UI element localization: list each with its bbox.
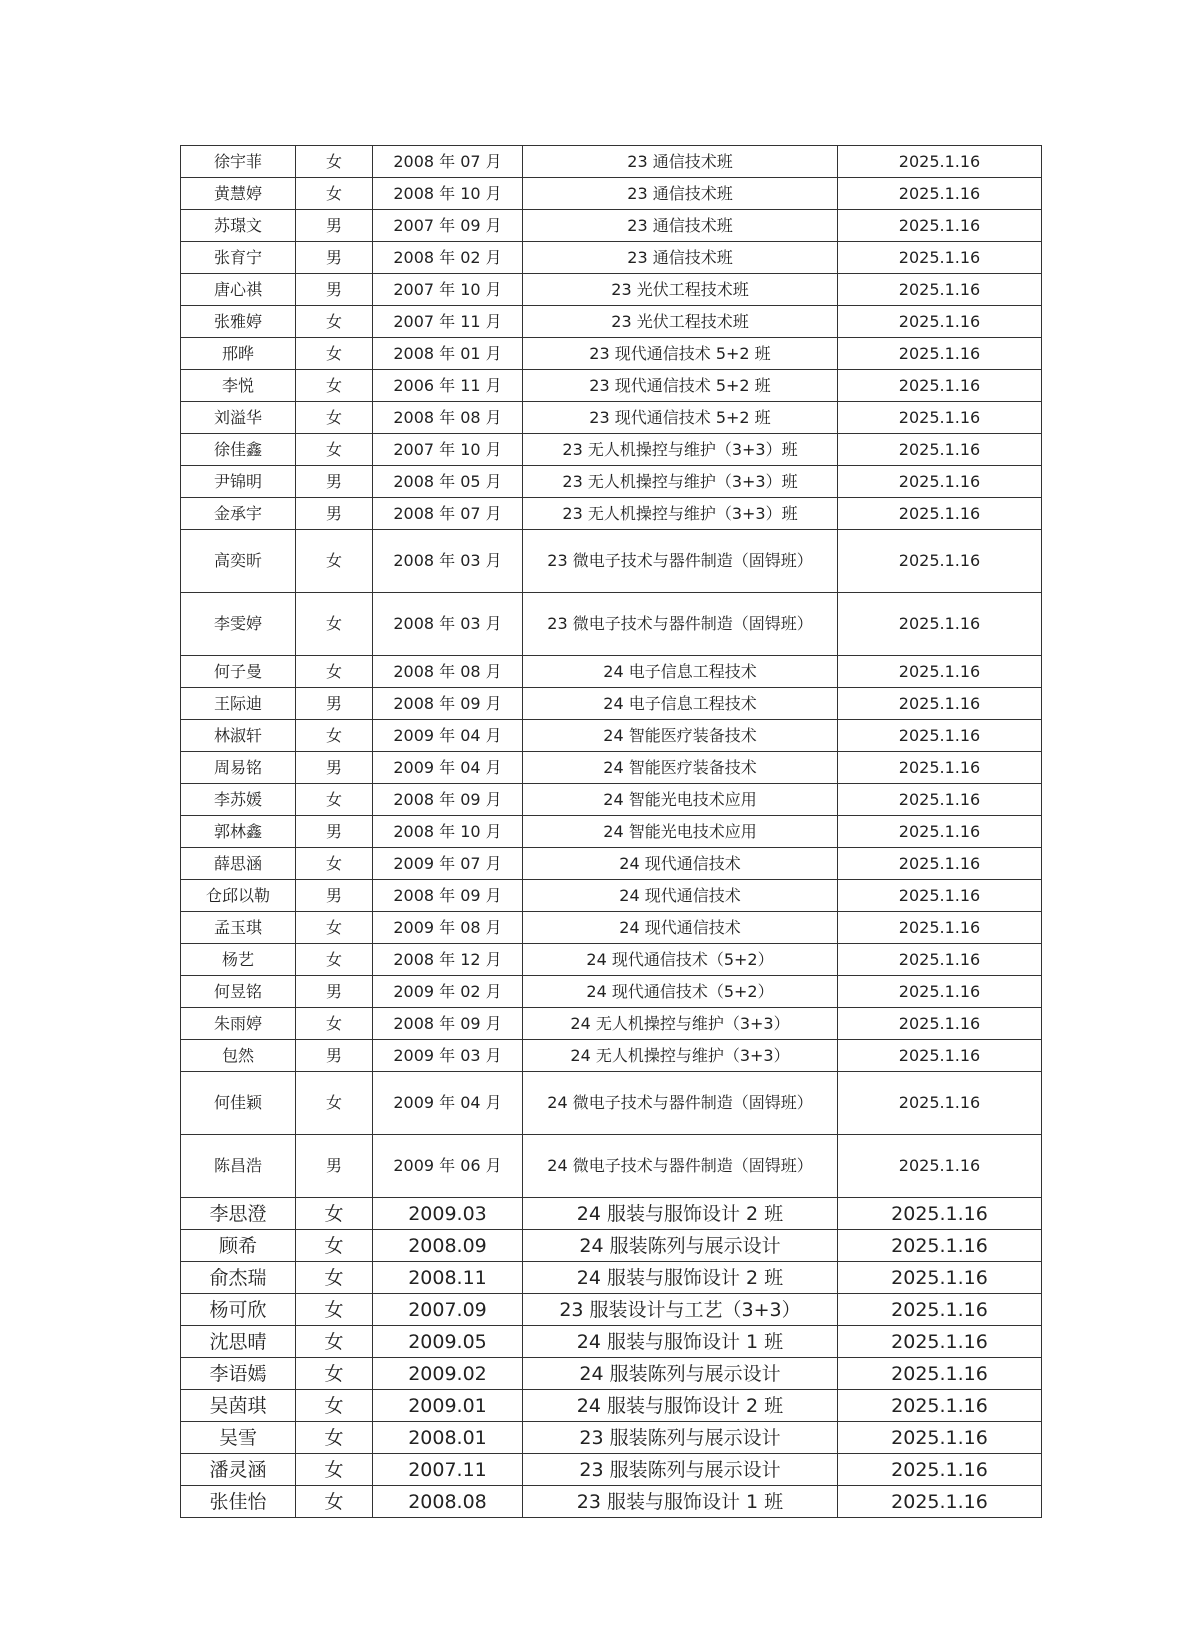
date-cell: 2025.1.16 <box>838 1294 1042 1326</box>
student-name-cell: 杨艺 <box>181 944 296 976</box>
class-cell: 24 服装陈列与展示设计 <box>523 1358 838 1390</box>
date-cell: 2025.1.16 <box>838 1454 1042 1486</box>
gender-cell: 男 <box>296 880 373 912</box>
date-cell: 2025.1.16 <box>838 720 1042 752</box>
class-cell: 24 电子信息工程技术 <box>523 688 838 720</box>
date-cell: 2025.1.16 <box>838 1262 1042 1294</box>
class-cell: 23 现代通信技术 5+2 班 <box>523 370 838 402</box>
gender-cell: 男 <box>296 466 373 498</box>
student-name-cell: 张佳怡 <box>181 1486 296 1518</box>
date-cell: 2025.1.16 <box>838 688 1042 720</box>
class-cell: 23 服装陈列与展示设计 <box>523 1422 838 1454</box>
gender-cell: 女 <box>296 656 373 688</box>
date-cell: 2025.1.16 <box>838 1390 1042 1422</box>
gender-cell: 女 <box>296 1294 373 1326</box>
table-row <box>181 1358 1042 1390</box>
date-cell: 2025.1.16 <box>838 498 1042 530</box>
date-cell: 2025.1.16 <box>838 242 1042 274</box>
class-cell: 24 智能光电技术应用 <box>523 784 838 816</box>
gender-cell: 女 <box>296 402 373 434</box>
gender-cell: 男 <box>296 274 373 306</box>
table-row <box>181 1262 1042 1294</box>
table-row <box>181 274 1042 306</box>
birth-date-cell: 2009 年 02 月 <box>373 976 523 1008</box>
date-cell: 2025.1.16 <box>838 1358 1042 1390</box>
date-cell: 2025.1.16 <box>838 274 1042 306</box>
birth-date-cell: 2009 年 07 月 <box>373 848 523 880</box>
student-name-cell: 郭林鑫 <box>181 816 296 848</box>
birth-date-cell: 2009.03 <box>373 1198 523 1230</box>
date-cell: 2025.1.16 <box>838 1072 1042 1135</box>
date-cell: 2025.1.16 <box>838 1135 1042 1198</box>
birth-date-cell: 2008 年 07 月 <box>373 146 523 178</box>
table-row <box>181 1294 1042 1326</box>
birth-date-cell: 2008 年 07 月 <box>373 498 523 530</box>
table-row <box>181 944 1042 976</box>
date-cell: 2025.1.16 <box>838 210 1042 242</box>
class-cell: 23 无人机操控与维护（3+3）班 <box>523 434 838 466</box>
class-cell: 23 服装设计与工艺（3+3） <box>523 1294 838 1326</box>
birth-date-cell: 2009 年 04 月 <box>373 720 523 752</box>
class-cell: 24 现代通信技术 <box>523 912 838 944</box>
table-row <box>181 466 1042 498</box>
date-cell: 2025.1.16 <box>838 146 1042 178</box>
gender-cell: 女 <box>296 1008 373 1040</box>
birth-date-cell: 2009 年 08 月 <box>373 912 523 944</box>
date-cell: 2025.1.16 <box>838 848 1042 880</box>
class-cell: 23 微电子技术与器件制造（固锝班） <box>523 530 838 593</box>
student-name-cell: 周易铭 <box>181 752 296 784</box>
birth-date-cell: 2008 年 03 月 <box>373 593 523 656</box>
birth-date-cell: 2008 年 08 月 <box>373 656 523 688</box>
table-row <box>181 1422 1042 1454</box>
gender-cell: 女 <box>296 1072 373 1135</box>
birth-date-cell: 2009.02 <box>373 1358 523 1390</box>
date-cell: 2025.1.16 <box>838 434 1042 466</box>
birth-date-cell: 2009.05 <box>373 1326 523 1358</box>
birth-date-cell: 2008 年 08 月 <box>373 402 523 434</box>
class-cell: 24 电子信息工程技术 <box>523 656 838 688</box>
student-name-cell: 沈思晴 <box>181 1326 296 1358</box>
student-name-cell: 刘溢华 <box>181 402 296 434</box>
birth-date-cell: 2008.01 <box>373 1422 523 1454</box>
birth-date-cell: 2008 年 10 月 <box>373 816 523 848</box>
class-cell: 24 服装陈列与展示设计 <box>523 1230 838 1262</box>
class-cell: 23 现代通信技术 5+2 班 <box>523 402 838 434</box>
class-cell: 23 通信技术班 <box>523 242 838 274</box>
table-row <box>181 146 1042 178</box>
birth-date-cell: 2008 年 09 月 <box>373 880 523 912</box>
birth-date-cell: 2007 年 09 月 <box>373 210 523 242</box>
student-name-cell: 吴茵琪 <box>181 1390 296 1422</box>
table-row <box>181 498 1042 530</box>
class-cell: 23 通信技术班 <box>523 146 838 178</box>
table-row <box>181 816 1042 848</box>
gender-cell: 女 <box>296 848 373 880</box>
date-cell: 2025.1.16 <box>838 880 1042 912</box>
roster-body <box>181 146 1042 1518</box>
birth-date-cell: 2008.09 <box>373 1230 523 1262</box>
table-row <box>181 242 1042 274</box>
class-cell: 24 服装与服饰设计 2 班 <box>523 1198 838 1230</box>
gender-cell: 女 <box>296 1390 373 1422</box>
class-cell: 24 智能光电技术应用 <box>523 816 838 848</box>
class-cell: 23 光伏工程技术班 <box>523 274 838 306</box>
table-row <box>181 1486 1042 1518</box>
birth-date-cell: 2009 年 03 月 <box>373 1040 523 1072</box>
gender-cell: 女 <box>296 912 373 944</box>
gender-cell: 男 <box>296 816 373 848</box>
student-name-cell: 潘灵涵 <box>181 1454 296 1486</box>
table-row <box>181 720 1042 752</box>
gender-cell: 男 <box>296 752 373 784</box>
date-cell: 2025.1.16 <box>838 912 1042 944</box>
table-row <box>181 210 1042 242</box>
student-name-cell: 徐宇菲 <box>181 146 296 178</box>
date-cell: 2025.1.16 <box>838 1422 1042 1454</box>
date-cell: 2025.1.16 <box>838 530 1042 593</box>
date-cell: 2025.1.16 <box>838 370 1042 402</box>
student-name-cell: 苏璟文 <box>181 210 296 242</box>
student-name-cell: 何子曼 <box>181 656 296 688</box>
class-cell: 24 现代通信技术 <box>523 880 838 912</box>
student-name-cell: 黄慧婷 <box>181 178 296 210</box>
class-cell: 24 现代通信技术 <box>523 848 838 880</box>
class-cell: 24 智能医疗装备技术 <box>523 720 838 752</box>
birth-date-cell: 2008 年 09 月 <box>373 784 523 816</box>
student-name-cell: 徐佳鑫 <box>181 434 296 466</box>
student-name-cell: 李语嫣 <box>181 1358 296 1390</box>
birth-date-cell: 2008 年 12 月 <box>373 944 523 976</box>
table-row <box>181 370 1042 402</box>
table-row <box>181 593 1042 656</box>
student-name-cell: 林淑轩 <box>181 720 296 752</box>
table-row <box>181 1230 1042 1262</box>
student-name-cell: 孟玉琪 <box>181 912 296 944</box>
table-row <box>181 1135 1042 1198</box>
student-name-cell: 朱雨婷 <box>181 1008 296 1040</box>
class-cell: 24 无人机操控与维护（3+3） <box>523 1040 838 1072</box>
birth-date-cell: 2008 年 03 月 <box>373 530 523 593</box>
table-row <box>181 656 1042 688</box>
class-cell: 23 无人机操控与维护（3+3）班 <box>523 498 838 530</box>
birth-date-cell: 2007 年 10 月 <box>373 274 523 306</box>
table-row <box>181 306 1042 338</box>
gender-cell: 女 <box>296 784 373 816</box>
birth-date-cell: 2009 年 04 月 <box>373 752 523 784</box>
table-row <box>181 880 1042 912</box>
student-name-cell: 王际迪 <box>181 688 296 720</box>
gender-cell: 女 <box>296 720 373 752</box>
birth-date-cell: 2006 年 11 月 <box>373 370 523 402</box>
gender-cell: 女 <box>296 1358 373 1390</box>
gender-cell: 男 <box>296 1040 373 1072</box>
birth-date-cell: 2008 年 02 月 <box>373 242 523 274</box>
birth-date-cell: 2008 年 09 月 <box>373 688 523 720</box>
gender-cell: 男 <box>296 498 373 530</box>
gender-cell: 女 <box>296 434 373 466</box>
student-name-cell: 何佳颖 <box>181 1072 296 1135</box>
class-cell: 23 通信技术班 <box>523 178 838 210</box>
date-cell: 2025.1.16 <box>838 1008 1042 1040</box>
student-name-cell: 张雅婷 <box>181 306 296 338</box>
table-row <box>181 976 1042 1008</box>
table-row <box>181 1454 1042 1486</box>
date-cell: 2025.1.16 <box>838 1198 1042 1230</box>
class-cell: 23 无人机操控与维护（3+3）班 <box>523 466 838 498</box>
table-row <box>181 338 1042 370</box>
birth-date-cell: 2009 年 06 月 <box>373 1135 523 1198</box>
class-cell: 23 服装与服饰设计 1 班 <box>523 1486 838 1518</box>
student-name-cell: 邢晔 <box>181 338 296 370</box>
gender-cell: 男 <box>296 242 373 274</box>
birth-date-cell: 2009 年 04 月 <box>373 1072 523 1135</box>
table-row <box>181 434 1042 466</box>
class-cell: 24 现代通信技术（5+2） <box>523 944 838 976</box>
gender-cell: 女 <box>296 1454 373 1486</box>
table-row <box>181 912 1042 944</box>
gender-cell: 女 <box>296 1326 373 1358</box>
date-cell: 2025.1.16 <box>838 656 1042 688</box>
class-cell: 24 服装与服饰设计 1 班 <box>523 1326 838 1358</box>
table-row <box>181 784 1042 816</box>
table-row <box>181 178 1042 210</box>
student-name-cell: 高奕昕 <box>181 530 296 593</box>
birth-date-cell: 2007.09 <box>373 1294 523 1326</box>
birth-date-cell: 2008 年 01 月 <box>373 338 523 370</box>
student-name-cell: 陈昌浩 <box>181 1135 296 1198</box>
table-row <box>181 1040 1042 1072</box>
birth-date-cell: 2007 年 11 月 <box>373 306 523 338</box>
birth-date-cell: 2009.01 <box>373 1390 523 1422</box>
student-name-cell: 顾希 <box>181 1230 296 1262</box>
table-row <box>181 1390 1042 1422</box>
gender-cell: 女 <box>296 530 373 593</box>
class-cell: 24 现代通信技术（5+2） <box>523 976 838 1008</box>
class-cell: 23 光伏工程技术班 <box>523 306 838 338</box>
gender-cell: 女 <box>296 178 373 210</box>
birth-date-cell: 2008.08 <box>373 1486 523 1518</box>
birth-date-cell: 2008 年 05 月 <box>373 466 523 498</box>
class-cell: 23 通信技术班 <box>523 210 838 242</box>
table-row <box>181 1326 1042 1358</box>
student-name-cell: 包然 <box>181 1040 296 1072</box>
date-cell: 2025.1.16 <box>838 466 1042 498</box>
table-row <box>181 1008 1042 1040</box>
gender-cell: 女 <box>296 1262 373 1294</box>
gender-cell: 女 <box>296 1422 373 1454</box>
date-cell: 2025.1.16 <box>838 752 1042 784</box>
gender-cell: 男 <box>296 210 373 242</box>
gender-cell: 女 <box>296 306 373 338</box>
student-name-cell: 吴雪 <box>181 1422 296 1454</box>
class-cell: 24 微电子技术与器件制造（固锝班） <box>523 1072 838 1135</box>
table-row <box>181 1072 1042 1135</box>
student-name-cell: 仓邱以勒 <box>181 880 296 912</box>
student-name-cell: 薛思涵 <box>181 848 296 880</box>
student-name-cell: 唐心祺 <box>181 274 296 306</box>
student-name-cell: 杨可欣 <box>181 1294 296 1326</box>
class-cell: 24 服装与服饰设计 2 班 <box>523 1390 838 1422</box>
date-cell: 2025.1.16 <box>838 1326 1042 1358</box>
class-cell: 24 智能医疗装备技术 <box>523 752 838 784</box>
gender-cell: 女 <box>296 1230 373 1262</box>
date-cell: 2025.1.16 <box>838 338 1042 370</box>
table-row <box>181 402 1042 434</box>
student-name-cell: 俞杰瑞 <box>181 1262 296 1294</box>
student-name-cell: 何昱铭 <box>181 976 296 1008</box>
date-cell: 2025.1.16 <box>838 976 1042 1008</box>
student-name-cell: 李悦 <box>181 370 296 402</box>
gender-cell: 女 <box>296 1198 373 1230</box>
table-row <box>181 688 1042 720</box>
student-name-cell: 李思澄 <box>181 1198 296 1230</box>
gender-cell: 男 <box>296 688 373 720</box>
date-cell: 2025.1.16 <box>838 1486 1042 1518</box>
class-cell: 24 微电子技术与器件制造（固锝班） <box>523 1135 838 1198</box>
student-name-cell: 张育宁 <box>181 242 296 274</box>
table-row <box>181 530 1042 593</box>
date-cell: 2025.1.16 <box>838 1040 1042 1072</box>
table-row <box>181 1198 1042 1230</box>
birth-date-cell: 2007.11 <box>373 1454 523 1486</box>
birth-date-cell: 2008 年 10 月 <box>373 178 523 210</box>
date-cell: 2025.1.16 <box>838 306 1042 338</box>
gender-cell: 女 <box>296 944 373 976</box>
gender-cell: 女 <box>296 370 373 402</box>
gender-cell: 女 <box>296 1486 373 1518</box>
student-roster-table <box>180 145 1042 1518</box>
date-cell: 2025.1.16 <box>838 1230 1042 1262</box>
class-cell: 23 服装陈列与展示设计 <box>523 1454 838 1486</box>
table-row <box>181 752 1042 784</box>
gender-cell: 女 <box>296 338 373 370</box>
gender-cell: 女 <box>296 593 373 656</box>
date-cell: 2025.1.16 <box>838 402 1042 434</box>
student-name-cell: 金承宇 <box>181 498 296 530</box>
gender-cell: 女 <box>296 146 373 178</box>
table-row <box>181 848 1042 880</box>
birth-date-cell: 2008 年 09 月 <box>373 1008 523 1040</box>
student-name-cell: 李苏媛 <box>181 784 296 816</box>
birth-date-cell: 2007 年 10 月 <box>373 434 523 466</box>
class-cell: 24 服装与服饰设计 2 班 <box>523 1262 838 1294</box>
gender-cell: 男 <box>296 976 373 1008</box>
class-cell: 23 现代通信技术 5+2 班 <box>523 338 838 370</box>
student-name-cell: 李雯婷 <box>181 593 296 656</box>
class-cell: 23 微电子技术与器件制造（固锝班） <box>523 593 838 656</box>
birth-date-cell: 2008.11 <box>373 1262 523 1294</box>
class-cell: 24 无人机操控与维护（3+3） <box>523 1008 838 1040</box>
date-cell: 2025.1.16 <box>838 784 1042 816</box>
gender-cell: 男 <box>296 1135 373 1198</box>
date-cell: 2025.1.16 <box>838 178 1042 210</box>
student-name-cell: 尹锦明 <box>181 466 296 498</box>
date-cell: 2025.1.16 <box>838 944 1042 976</box>
date-cell: 2025.1.16 <box>838 816 1042 848</box>
date-cell: 2025.1.16 <box>838 593 1042 656</box>
